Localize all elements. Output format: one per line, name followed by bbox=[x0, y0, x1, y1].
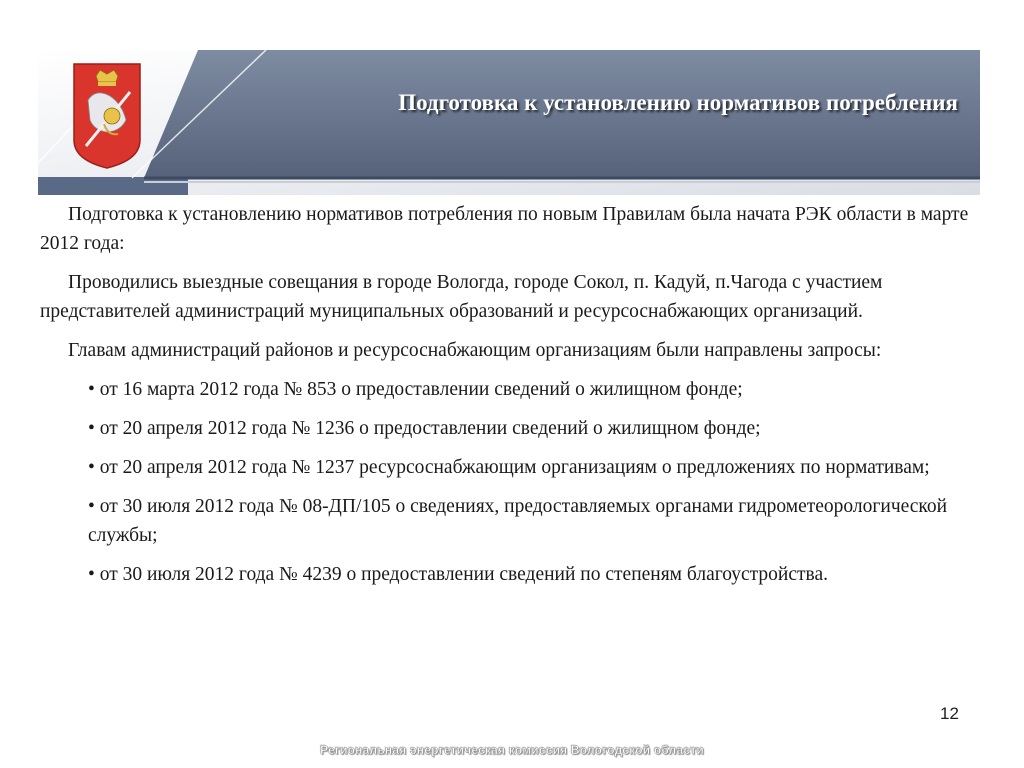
main-content bbox=[40, 200, 980, 599]
header-background bbox=[38, 50, 980, 195]
page-title: Подготовка к установлению нормативов потребления bbox=[398, 90, 958, 115]
list-item: • от 30 июля 2012 года № 08-ДП/105 о сведениях, предоставляемых органами гидрометеорологической службы; bbox=[88, 496, 948, 546]
footer-organization: Региональная энергетическая комиссия Вологодской области bbox=[320, 743, 704, 757]
paragraph-intro: Подготовка к установлению нормативов потребления по новым Правилам была начата РЭК области в марте 2012 года: bbox=[40, 204, 969, 254]
header-banner bbox=[38, 50, 980, 195]
request-list bbox=[40, 375, 980, 589]
paragraph-meetings: Проводились выездные совещания в городе Вологда, городе Сокол, п. Кадуй, п.Чагода с участием представителей администраций муниципальных образований и ресурсоснабжающих организаций. bbox=[40, 272, 883, 322]
list-item: • от 16 марта 2012 года № 853 о предоставлении сведений о жилищном фонде; bbox=[88, 379, 743, 400]
list-item: • от 20 апреля 2012 года № 1237 ресурсоснабжающим организациям о предложениях по нормативам; bbox=[88, 457, 930, 478]
coat-of-arms-icon bbox=[72, 62, 142, 170]
list-item: • от 20 апреля 2012 года № 1236 о предоставлении сведений о жилищном фонде; bbox=[88, 418, 761, 439]
page-number: 12 bbox=[940, 704, 959, 723]
paragraph-requests: Главам администраций районов и ресурсоснабжающим организациям были направлены запросы: bbox=[68, 340, 882, 361]
list-item: • от 30 июля 2012 года № 4239 о предоставлении сведений по степеням благоустройства. bbox=[88, 564, 829, 585]
